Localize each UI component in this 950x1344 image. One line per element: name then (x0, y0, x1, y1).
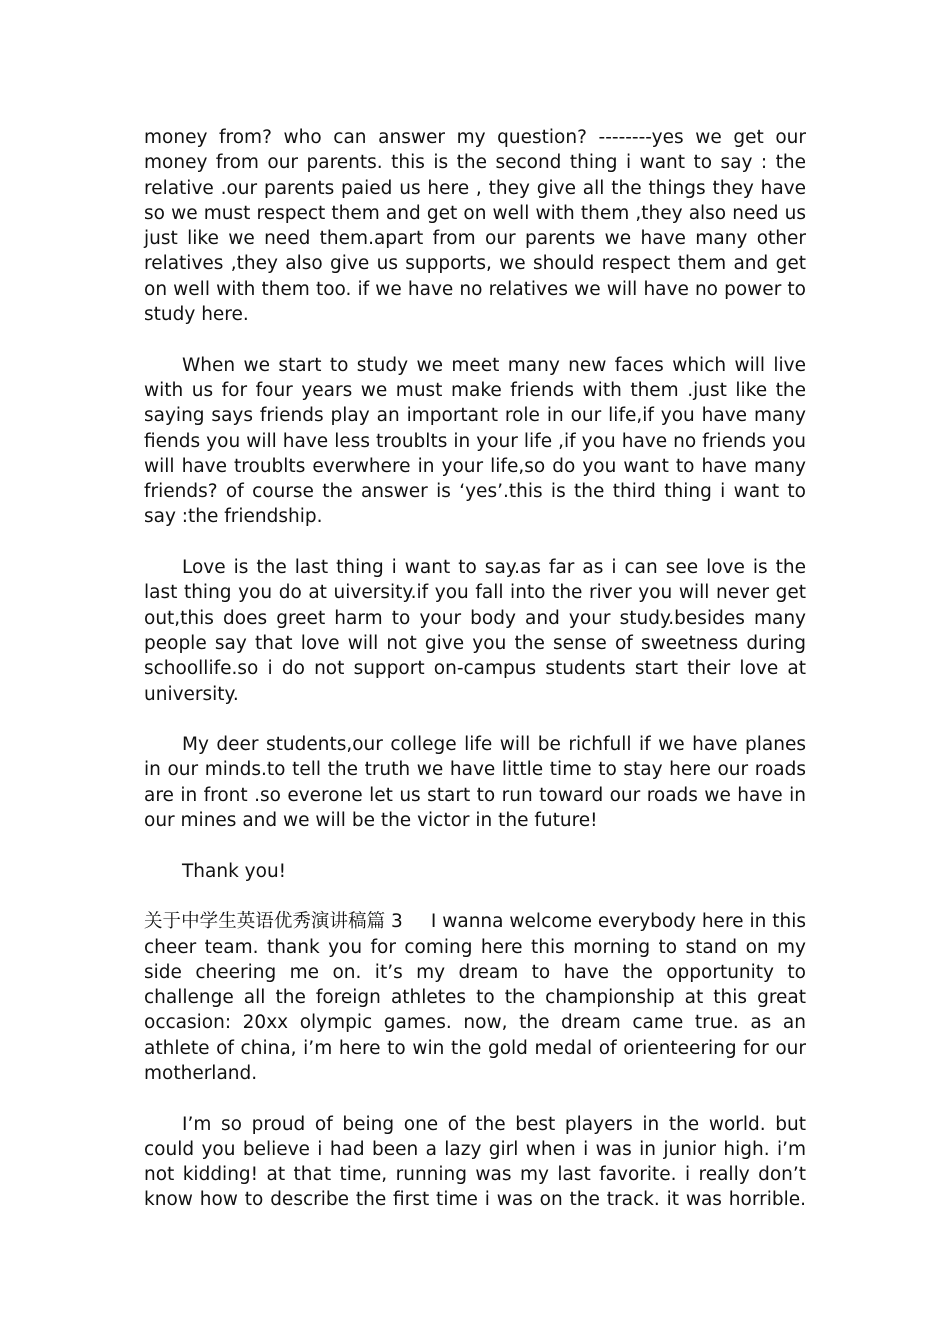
paragraph-college-life: My deer students,our college life will be richfull if we have planes in our minds.to tell the truth we have little time to stay here our roads are in front .so everone let us start to run toward our roads we have in our mines and we will be the victor in the future! (144, 734, 806, 832)
section-heading: 关于中学生英语优秀演讲稿篇 3 (144, 911, 403, 933)
document-page (144, 125, 806, 1238)
paragraph-love: Love is the last thing i want to say.as far as i can see love is the last thing you do at uiversity.if you fall into the river you will never get out,this does greet harm to your body and your study.besides many people say that love will not give you the sense of sweetness during schoollife.so i do not support on-campus students start their love at university. (144, 557, 806, 705)
paragraph-friendship: When we start to study we meet many new faces which will live with us for four years we must make friends with them .just like the saying says friends play an important role in our life,if you have many fiends you will have less troublts in your life ,if you have no friends you will have troublts everwhere in your life,so do you want to have many friends? of course the answer is ‘yes’.this is the third thing i want to say :the friendship. (144, 354, 806, 528)
paragraph-relatives: money from? who can answer my question? --------yes we get our money from our parents. this is the second thing i want to say : the relative .our parents paied us here , they give all the things they have so we must respect them and get on well with them ,they also need us just like we need them.apart from our parents we have many other relatives ,they also give us supports, we should respect them and get on well with them too. if we have no relatives we will have no power to study here. (144, 127, 806, 326)
paragraph-proud: I’m so proud of being one of the best players in the world. but could you believe i had been a lazy girl when i was in junior high. i’m not kidding! at that time, running was my last favorite. i really don’t know how to describe the first time i was on the track. it was horrible. (144, 1113, 806, 1211)
section-3-paragraph (144, 909, 806, 1086)
paragraph-thank-you: Thank you! (182, 860, 287, 882)
section-3-text: I wanna welcome everybody here in this cheer team. thank you for coming here this morning to stand on my side cheering me on. it’s my dream to have the opportunity to challenge all the foreign athletes to the championship at this great occasion: 20xx olympic games. now, the dream came true. as an athlete of china, i’m here to win the gold medal of orienteering for our motherland. (144, 911, 807, 1084)
